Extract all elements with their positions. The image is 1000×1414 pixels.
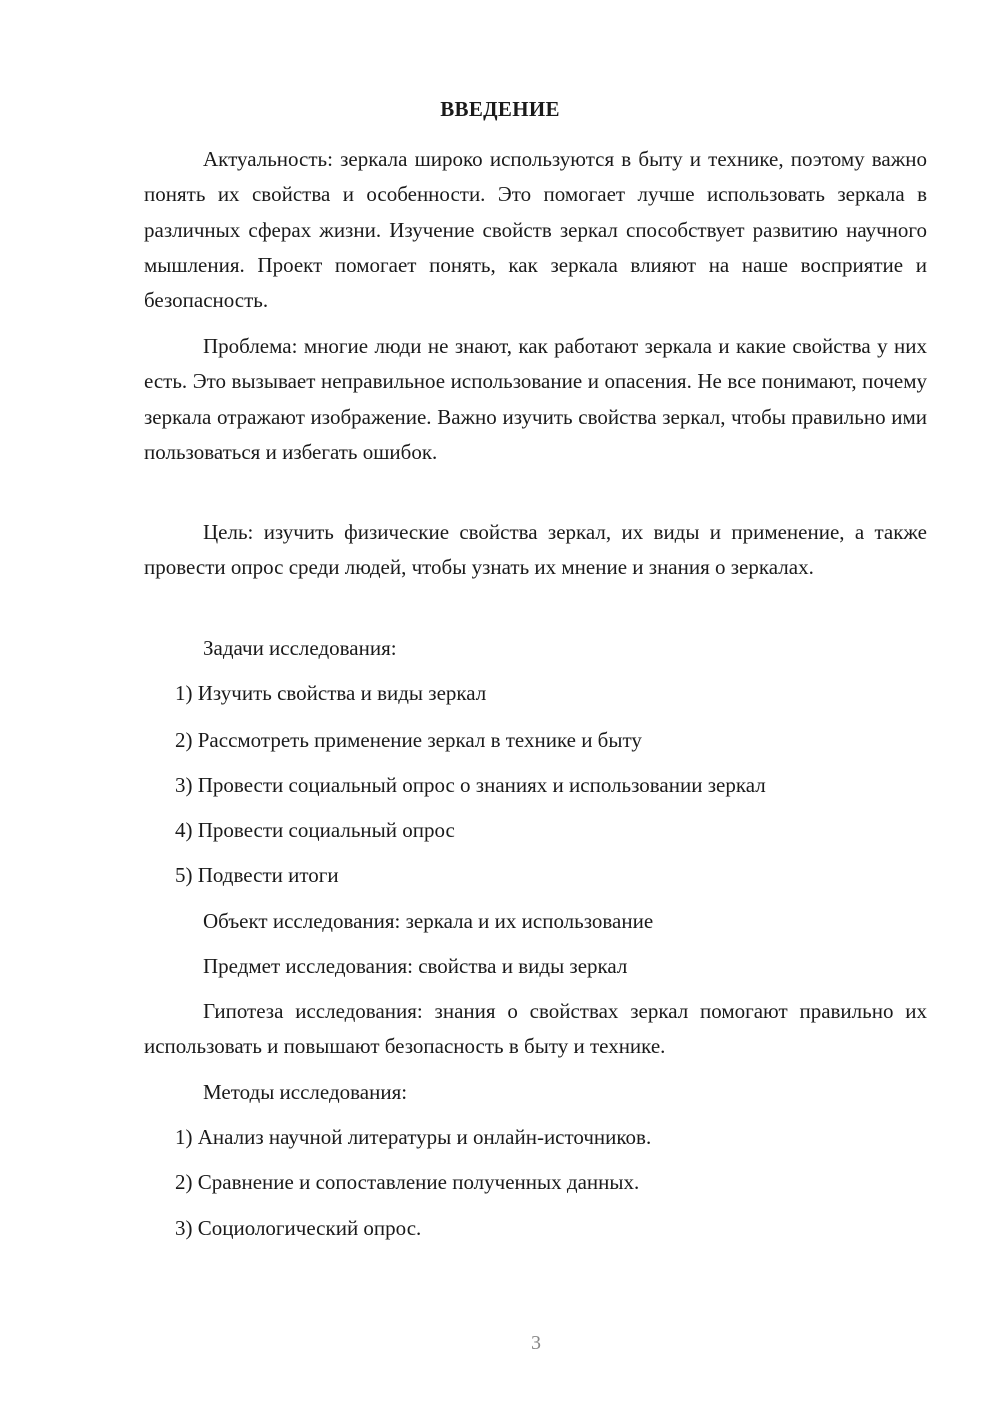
method-item: 1) Анализ научной литературы и онлайн-источников. bbox=[175, 1125, 652, 1149]
task-item: 4) Провести социальный опрос bbox=[175, 818, 455, 842]
methods-heading: Методы исследования: bbox=[203, 1080, 408, 1104]
research-object: Объект исследования: зеркала и их использование bbox=[203, 909, 654, 933]
goal-paragraph: Цель: изучить физические свойства зеркал, их виды и применение, а также провести опрос среди людей, чтобы узнать их мнение и знания о зеркалах. bbox=[144, 520, 927, 580]
task-item: 5) Подвести итоги bbox=[175, 863, 339, 887]
page-number: 3 bbox=[531, 1332, 541, 1354]
page-title: ВВЕДЕНИЕ bbox=[440, 97, 560, 121]
task-item: 2) Рассмотреть применение зеркал в технике и быту bbox=[175, 728, 642, 752]
method-item: 3) Социологический опрос. bbox=[175, 1216, 422, 1240]
task-item: 1) Изучить свойства и виды зеркал bbox=[175, 681, 487, 705]
method-item: 2) Сравнение и сопоставление полученных данных. bbox=[175, 1170, 640, 1194]
tasks-heading: Задачи исследования: bbox=[203, 636, 397, 660]
relevance-paragraph: Актуальность: зеркала широко используются в быту и технике, поэтому важно понять их свойства и особенности. Это помогает лучше использовать зеркала в различных сферах жизни. Изучение свойств зеркал способствует развитию научного мышления. Проект помогает понять, как зеркала влияют на наше восприятие и безопасность. bbox=[144, 147, 927, 313]
problem-paragraph: Проблема: многие люди не знают, как работают зеркала и какие свойства у них есть. Это вызывает неправильное использование и опасения. Не все понимают, почему зеркала отражают изображение. Важно изучить свойства зеркал, чтобы правильно ими пользоваться и избегать ошибок. bbox=[144, 334, 927, 464]
task-item: 3) Провести социальный опрос о знаниях и использовании зеркал bbox=[175, 773, 766, 797]
hypothesis-paragraph: Гипотеза исследования: знания о свойствах зеркал помогают правильно их использовать и повышают безопасность в быту и технике. bbox=[144, 999, 927, 1059]
research-subject: Предмет исследования: свойства и виды зеркал bbox=[203, 954, 628, 978]
